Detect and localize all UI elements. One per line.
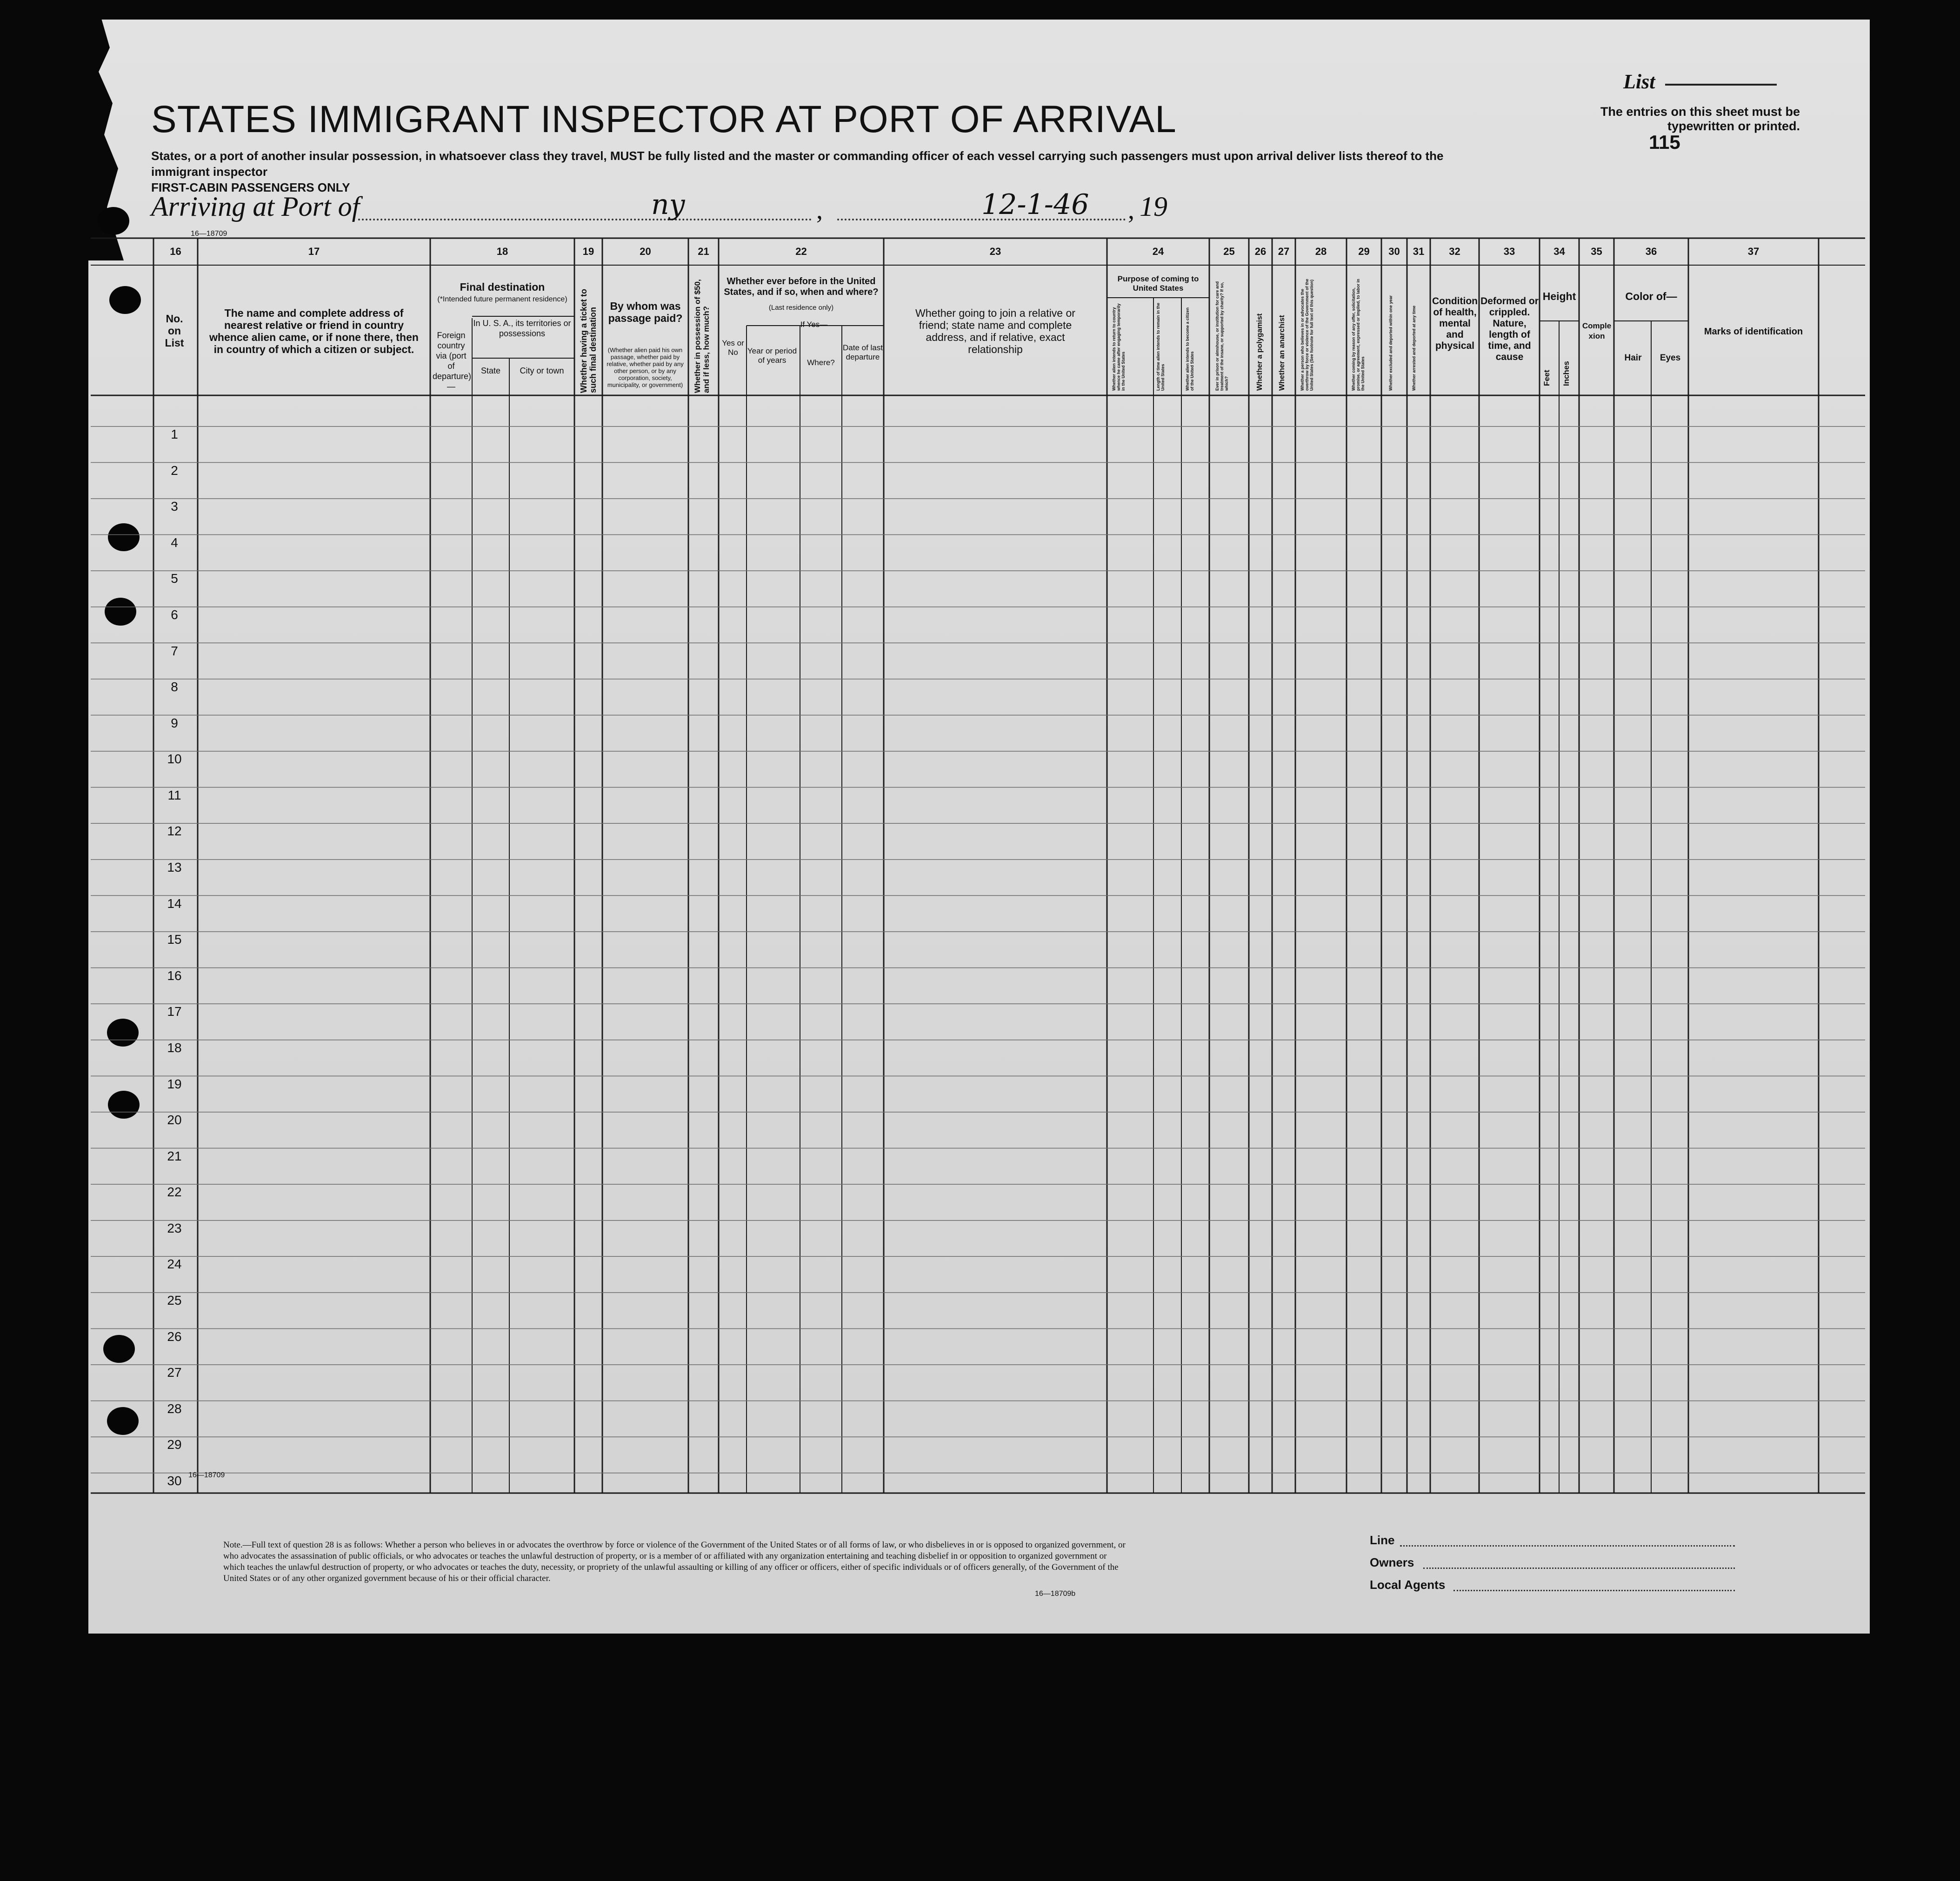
row-number: 22 [167, 1185, 182, 1200]
col-label-18-state: State [480, 366, 501, 375]
row-number: 12 [167, 824, 182, 839]
subtitle-line2: FIRST-CABIN PASSENGERS ONLY [151, 180, 350, 194]
page-title: STATES IMMIGRANT INSPECTOR AT PORT OF ARRIVAL [151, 98, 1177, 140]
row-number: 14 [167, 896, 182, 911]
col-num-21: 21 [698, 246, 709, 257]
col-label-22-date: Date of last departure [843, 343, 883, 361]
col-label-32: Condition of health, mental and physical [1432, 296, 1478, 351]
col-label-34-inches: Inches [1562, 361, 1571, 386]
col-num-20: 20 [640, 246, 651, 257]
col-num-16: 16 [170, 246, 181, 257]
row-number: 30 [167, 1474, 182, 1488]
row-number: 1 [171, 427, 178, 441]
col-num-27: 27 [1278, 246, 1290, 257]
row-number: 7 [171, 643, 178, 658]
row-number: 16 [167, 968, 182, 983]
row-number: 20 [167, 1113, 182, 1127]
col-label-18-usa: In U. S. A., its territories or possessions [473, 319, 571, 338]
footnote: Note.—Full text of question 28 is as follows: Whether a person who believes in or advocates the overthrow by force or violence of the Government of the United States or of all forms of law, or who disbelieves in or is opposed to organized government, or who advocates the assassination of public officials, or who advocates or teaches the unlawful destruction of property, or is a member of or affiliated with any organization entertaining and teaching disbelief in or opposition to organized government or which teaches the unlawful destruction of property, or who advocates or teaches the duty, necessity, or propriety of the unlawful assaulting or killing of any officer or officers, either of specific individuals or of officers generally, of the Government of the United States or of any other organized government because of his or their official character. [223, 1540, 1126, 1583]
col-num-18: 18 [496, 246, 508, 257]
col-num-22: 22 [795, 246, 807, 257]
row-number: 29 [167, 1437, 182, 1452]
row-number: 26 [167, 1329, 182, 1344]
col-num-28: 28 [1315, 246, 1327, 257]
col-label-26: Whether a polygamist [1256, 313, 1264, 391]
list-number: 115 [1649, 131, 1680, 153]
col-num-24: 24 [1152, 246, 1164, 257]
row-number: 9 [171, 715, 178, 730]
line-field [1400, 1545, 1735, 1547]
col-label-24a: Whether alien intends to return to country whence he came after engaging temporarily in the United States [1112, 303, 1126, 391]
col-label-24c: Whether alien intends to become a citizen of the United States [1185, 307, 1194, 391]
col-label-22-ifyes: If Yes— [800, 320, 828, 329]
row-number: 27 [167, 1365, 182, 1380]
col-label-30: Whether excluded and deported within one year [1388, 295, 1393, 391]
col-label-23: Whether going to join a relative or friend; state name and complete address, and if relative, exact relationship [915, 307, 1075, 355]
col-num-26: 26 [1254, 246, 1267, 257]
col-label-37: Marks of identification [1704, 327, 1803, 337]
row-number: 11 [167, 787, 181, 802]
date-handwritten: 12-1-46 [981, 188, 1089, 221]
col-label-17: The name and complete address of nearest relative or friend in country whence alien came, or if none there, then in country of which a citizen or subject. [209, 307, 419, 355]
row-number: 13 [167, 860, 182, 875]
col-label-24b: Length of time alien intends to remain in the United States [1156, 302, 1165, 391]
form-code-note: 16—18709b [1035, 1590, 1076, 1598]
col-label-34-feet: Feet [1542, 370, 1551, 386]
subtitle-line1: States, or a port of another insular possession, in whatsoever class they travel, MUST be fully listed and the master or commanding officer of each vessel carrying such passengers must upon arrival deliver lists thereof to the immigrant inspector [151, 149, 1444, 179]
col-label-18-city: City or town [520, 366, 564, 375]
col-num-34: 34 [1553, 246, 1565, 257]
row-number: 3 [171, 499, 178, 514]
col-label-22: Whether ever before in the United States, and if so, when and where? [724, 276, 879, 297]
row-number: 25 [167, 1293, 182, 1308]
col-label-35: Complexion [1582, 321, 1612, 340]
form-code-bottom: 16—18709 [188, 1471, 225, 1479]
col-label-33: Deformed or crippled. Nature, length of time, and cause [1480, 296, 1539, 362]
col-label-29: Whether coming by reason of any offer, solicitation, promise, or agreement, expressed or implied, to labor in the United States [1351, 279, 1365, 391]
col-num-32: 32 [1449, 246, 1460, 257]
col-num-17: 17 [308, 246, 320, 257]
arriving-label: Arriving at Port of [151, 191, 360, 222]
col-label-19: Whether having a ticket to such final destination [579, 288, 598, 393]
col-num-30: 30 [1388, 246, 1400, 257]
col-label-24: Purpose of coming to United States [1117, 274, 1199, 293]
row-number: 5 [171, 571, 178, 586]
col-label-22-year: Year or period of years [747, 347, 797, 365]
owners-label: Owners [1370, 1555, 1414, 1569]
col-note-22: (Last residence only) [768, 304, 834, 312]
agents-label: Local Agents [1370, 1578, 1446, 1592]
col-label-27: Whether an anarchist [1278, 315, 1286, 391]
row-number: 17 [167, 1004, 182, 1019]
col-label-16: No. on List [165, 313, 184, 349]
row-number: 28 [167, 1401, 182, 1416]
col-num-23: 23 [989, 246, 1001, 257]
col-label-36-eyes: Eyes [1660, 353, 1681, 363]
line-label: Line [1370, 1533, 1395, 1547]
col-label-22-where: Where? [807, 358, 835, 367]
row-number: 4 [171, 535, 178, 550]
col-label-21: Whether in possession of $50, and if less, how much? [693, 279, 711, 393]
row-number: 15 [167, 932, 182, 947]
col-label-36: Color of— [1625, 290, 1677, 302]
col-num-29: 29 [1358, 246, 1370, 257]
row-number: 23 [167, 1221, 182, 1235]
col-label-18: Final destination [460, 281, 545, 293]
col-label-28: Whether a person who believes in or advocates the overthrow by force or violence of the Government of the United States (See footnote for full text of this question) [1300, 279, 1314, 391]
instruction-text: The entries on this sheet must be typewritten or printed. [1600, 105, 1800, 133]
comma: , [816, 196, 823, 225]
col-num-19: 19 [582, 246, 594, 257]
row-number: 21 [167, 1148, 182, 1163]
owners-field [1423, 1568, 1735, 1569]
row-number: 8 [171, 680, 178, 694]
row-number: 24 [167, 1257, 182, 1272]
port-handwritten: ny [651, 188, 685, 221]
list-label: List [1623, 70, 1655, 93]
row-number: 19 [167, 1076, 182, 1091]
col-num-36: 36 [1645, 246, 1657, 257]
form-code-top: 16—18709 [191, 230, 227, 238]
col-label-22-yesno: Yes or No [722, 339, 744, 357]
col-label-20: By whom was passage paid? [608, 300, 683, 324]
row-number: 2 [171, 463, 178, 478]
col-num-33: 33 [1503, 246, 1515, 257]
comma: , [1128, 196, 1134, 225]
col-label-25: Ever in prison or almshouse, or institution for care and treatment of the insane, or supported by charity? If so, which? [1215, 281, 1229, 391]
col-note-20: (Whether alien paid his own passage, whether paid by relative, whether paid by any other person, or by any corporation, society, municipality, or government) [607, 347, 684, 388]
agents-field [1453, 1590, 1735, 1591]
row-number: 6 [171, 607, 178, 622]
col-num-25: 25 [1223, 246, 1235, 257]
row-number: 10 [167, 752, 182, 767]
year-prefix: 19 [1140, 191, 1167, 222]
col-label-36-hair: Hair [1624, 353, 1642, 363]
col-label-31: Whether arrested and deported at any time [1412, 305, 1416, 391]
col-num-37: 37 [1747, 246, 1760, 257]
col-num-35: 35 [1591, 246, 1602, 257]
col-label-18-foreign: Foreign country via (port of departure)— [433, 331, 472, 391]
row-number: 18 [167, 1040, 182, 1055]
col-num-31: 31 [1413, 246, 1425, 257]
col-note-18: (*Intended future permanent residence) [437, 295, 567, 303]
col-label-34: Height [1542, 290, 1576, 302]
